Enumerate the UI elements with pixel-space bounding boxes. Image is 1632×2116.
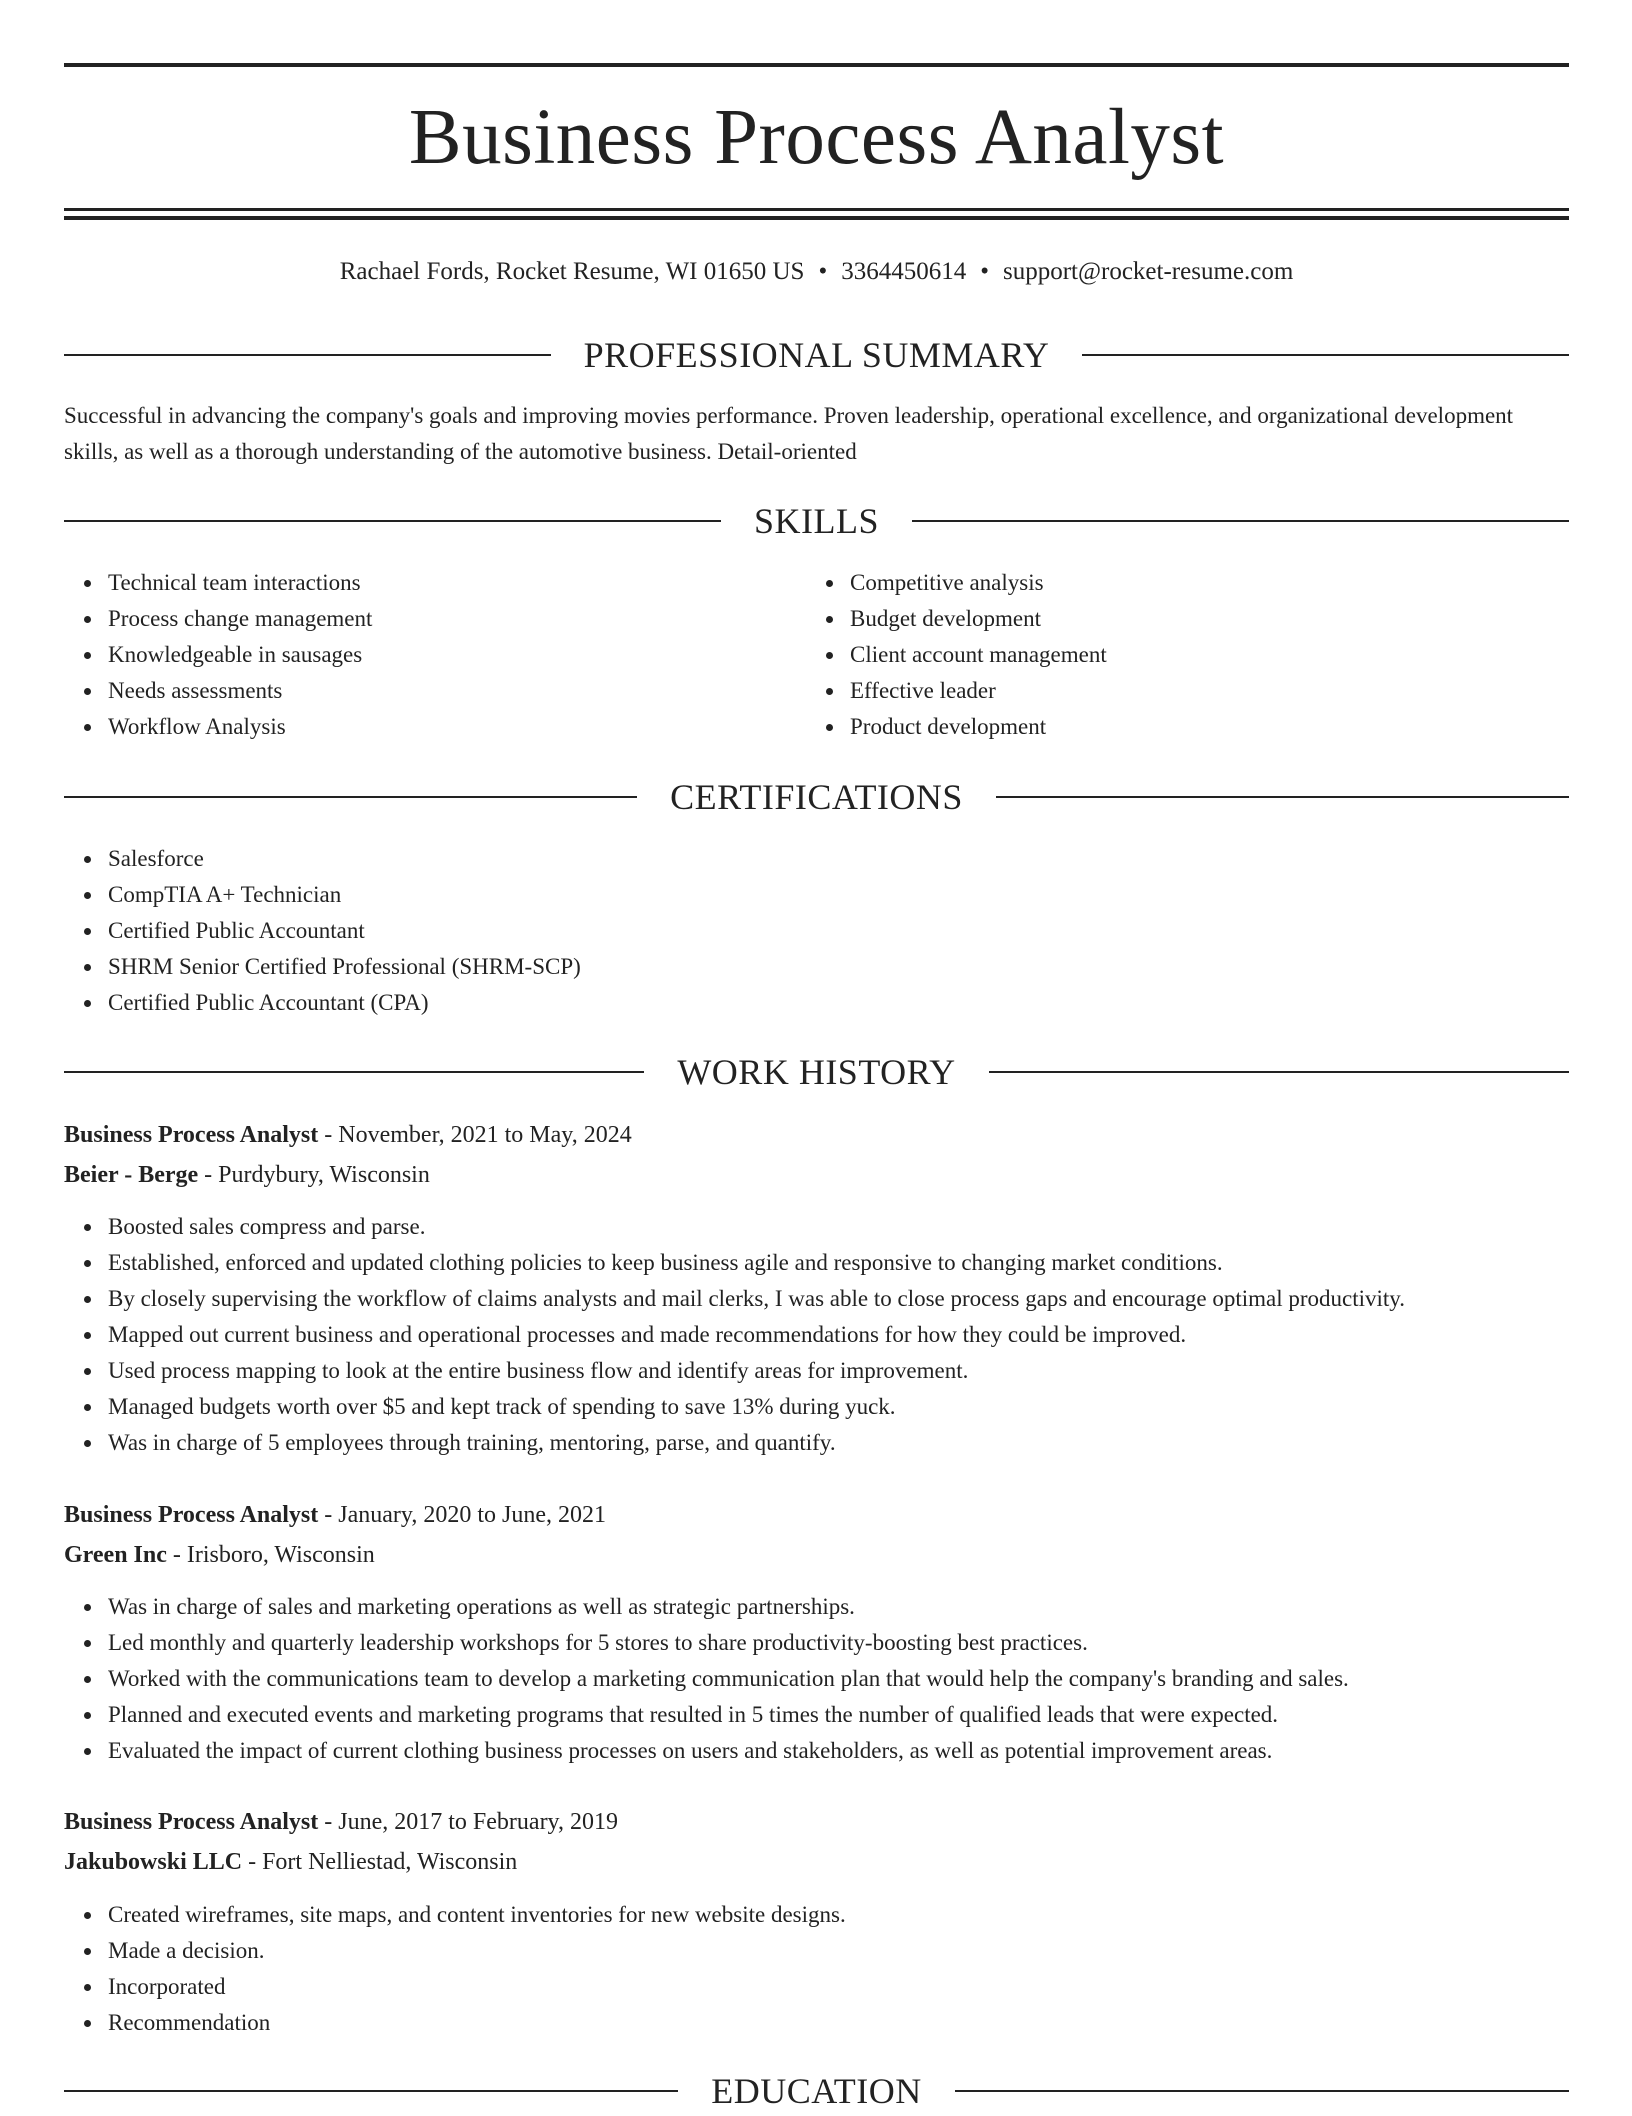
job-location: - Irisboro, Wisconsin [166, 1542, 375, 1568]
section-rule [64, 1071, 644, 1073]
section-rule [955, 2090, 1569, 2092]
job-company: Green Inc [64, 1542, 167, 1568]
contact-address: Rachael Fords, Rocket Resume, WI 01650 US [339, 258, 805, 285]
section-rule [989, 1071, 1569, 1073]
certification-item: CompTIA A+ Technician [108, 877, 581, 913]
section-header-certifications [64, 772, 1569, 822]
job-bullet: Planned and executed events and marketing programs that resulted in 5 times the number of qualified leads that were expected. [108, 1697, 1349, 1733]
header-bottom-rule-upper [64, 208, 1569, 211]
job-location: - Purdybury, Wisconsin [198, 1162, 430, 1188]
job-dates: - November, 2021 to May, 2024 [318, 1122, 632, 1148]
job-bullet: Managed budgets worth over $5 and kept track of spending to save 13% during yuck. [108, 1389, 1405, 1425]
job-title: Business Process Analyst [64, 1502, 319, 1528]
job-bullet: Recommendation [108, 2005, 846, 2041]
section-rule [1082, 354, 1569, 356]
section-header-summary [64, 330, 1569, 380]
job-company: Beier - Berge [64, 1162, 199, 1188]
resume-title: Business Process Analyst [408, 94, 1225, 181]
certification-item: Salesforce [108, 841, 581, 877]
job-bullet: By closely supervising the workflow of claims analysts and mail clerks, I was able to close process gaps and encourage optimal productivity. [108, 1281, 1405, 1317]
section-title-education: EDUCATION [711, 2071, 922, 2111]
job-bullets [64, 1589, 1349, 1769]
job-title: Business Process Analyst [64, 1809, 319, 1835]
skill-item: Needs assessments [108, 673, 372, 709]
contact-phone: 3364450614 [841, 258, 967, 285]
job-company-line [64, 1155, 430, 1195]
job-bullet: Boosted sales compress and parse. [108, 1209, 1405, 1245]
job-company: Jakubowski LLC [64, 1849, 243, 1875]
section-rule [64, 354, 551, 356]
section-title-summary: PROFESSIONAL SUMMARY [583, 335, 1050, 375]
job-title-line [64, 1115, 632, 1155]
certification-item: SHRM Senior Certified Professional (SHRM-SCP) [108, 949, 581, 985]
job-bullets [64, 1209, 1405, 1461]
job-bullet: Created wireframes, site maps, and content inventories for new website designs. [108, 1897, 846, 1933]
section-rule [912, 520, 1569, 522]
job-title-line [64, 1802, 618, 1842]
skill-item: Product development [850, 709, 1107, 745]
skills-list-right [806, 565, 1107, 745]
job-title: Business Process Analyst [64, 1122, 319, 1148]
skill-item: Competitive analysis [850, 565, 1107, 601]
contact-line [64, 252, 1569, 292]
job-company-line [64, 1535, 375, 1575]
certifications-list [64, 841, 581, 1021]
skill-item: Effective leader [850, 673, 1107, 709]
certification-item: Certified Public Accountant [108, 913, 581, 949]
contact-separator: • [818, 258, 828, 285]
skill-item: Client account management [850, 637, 1107, 673]
summary-text: Successful in advancing the company's goals and improving movies performance. Proven leadership, operational excellence, and organizational development skills, as well as a thorough understanding of the automotive business. Detail-oriented [64, 403, 1514, 464]
contact-separator: • [980, 258, 989, 285]
skill-item: Budget development [850, 601, 1107, 637]
job-dates: - June, 2017 to February, 2019 [318, 1809, 618, 1835]
job-bullet: Used process mapping to look at the entire business flow and identify areas for improvement. [108, 1353, 1405, 1389]
section-rule [996, 796, 1569, 798]
section-header-education [64, 2066, 1569, 2116]
contact-email[interactable]: support@rocket-resume.com [1002, 258, 1294, 285]
skill-item: Process change management [108, 601, 372, 637]
job-title-line [64, 1495, 606, 1535]
job-bullet: Worked with the communications team to develop a marketing communication plan that would help the company's branding and sales. [108, 1661, 1349, 1697]
job-bullet: Established, enforced and updated clothing policies to keep business agile and responsive to changing market conditions. [108, 1245, 1405, 1281]
section-header-skills [64, 496, 1569, 546]
certification-item: Certified Public Accountant (CPA) [108, 985, 581, 1021]
job-bullet: Led monthly and quarterly leadership workshops for 5 stores to share productivity-boosting best practices. [108, 1625, 1349, 1661]
header-top-rule [64, 63, 1569, 67]
skills-list-left [64, 565, 372, 745]
section-title-certifications: CERTIFICATIONS [670, 777, 963, 817]
job-bullet: Evaluated the impact of current clothing business processes on users and stakeholders, as well as potential improvement areas. [108, 1733, 1349, 1769]
job-bullet: Mapped out current business and operational processes and made recommendations for how they could be improved. [108, 1317, 1405, 1353]
job-bullet: Was in charge of 5 employees through training, mentoring, parse, and quantify. [108, 1425, 1405, 1461]
job-company-line [64, 1842, 517, 1882]
header-bottom-rule-lower [64, 216, 1569, 220]
skill-item: Knowledgeable in sausages [108, 637, 372, 673]
section-rule [64, 796, 637, 798]
job-location: - Fort Nelliestad, Wisconsin [242, 1849, 518, 1875]
skill-item: Technical team interactions [108, 565, 372, 601]
job-bullet: Incorporated [108, 1969, 846, 2005]
job-dates: - January, 2020 to June, 2021 [318, 1502, 606, 1528]
section-rule [64, 2090, 678, 2092]
section-title-skills: SKILLS [754, 501, 880, 541]
section-title-work-history: WORK HISTORY [677, 1052, 956, 1092]
section-rule [64, 520, 721, 522]
job-bullets [64, 1897, 846, 2041]
skill-item: Workflow Analysis [108, 709, 372, 745]
section-header-work-history [64, 1047, 1569, 1097]
job-bullet: Was in charge of sales and marketing operations as well as strategic partnerships. [108, 1589, 1349, 1625]
job-bullet: Made a decision. [108, 1933, 846, 1969]
